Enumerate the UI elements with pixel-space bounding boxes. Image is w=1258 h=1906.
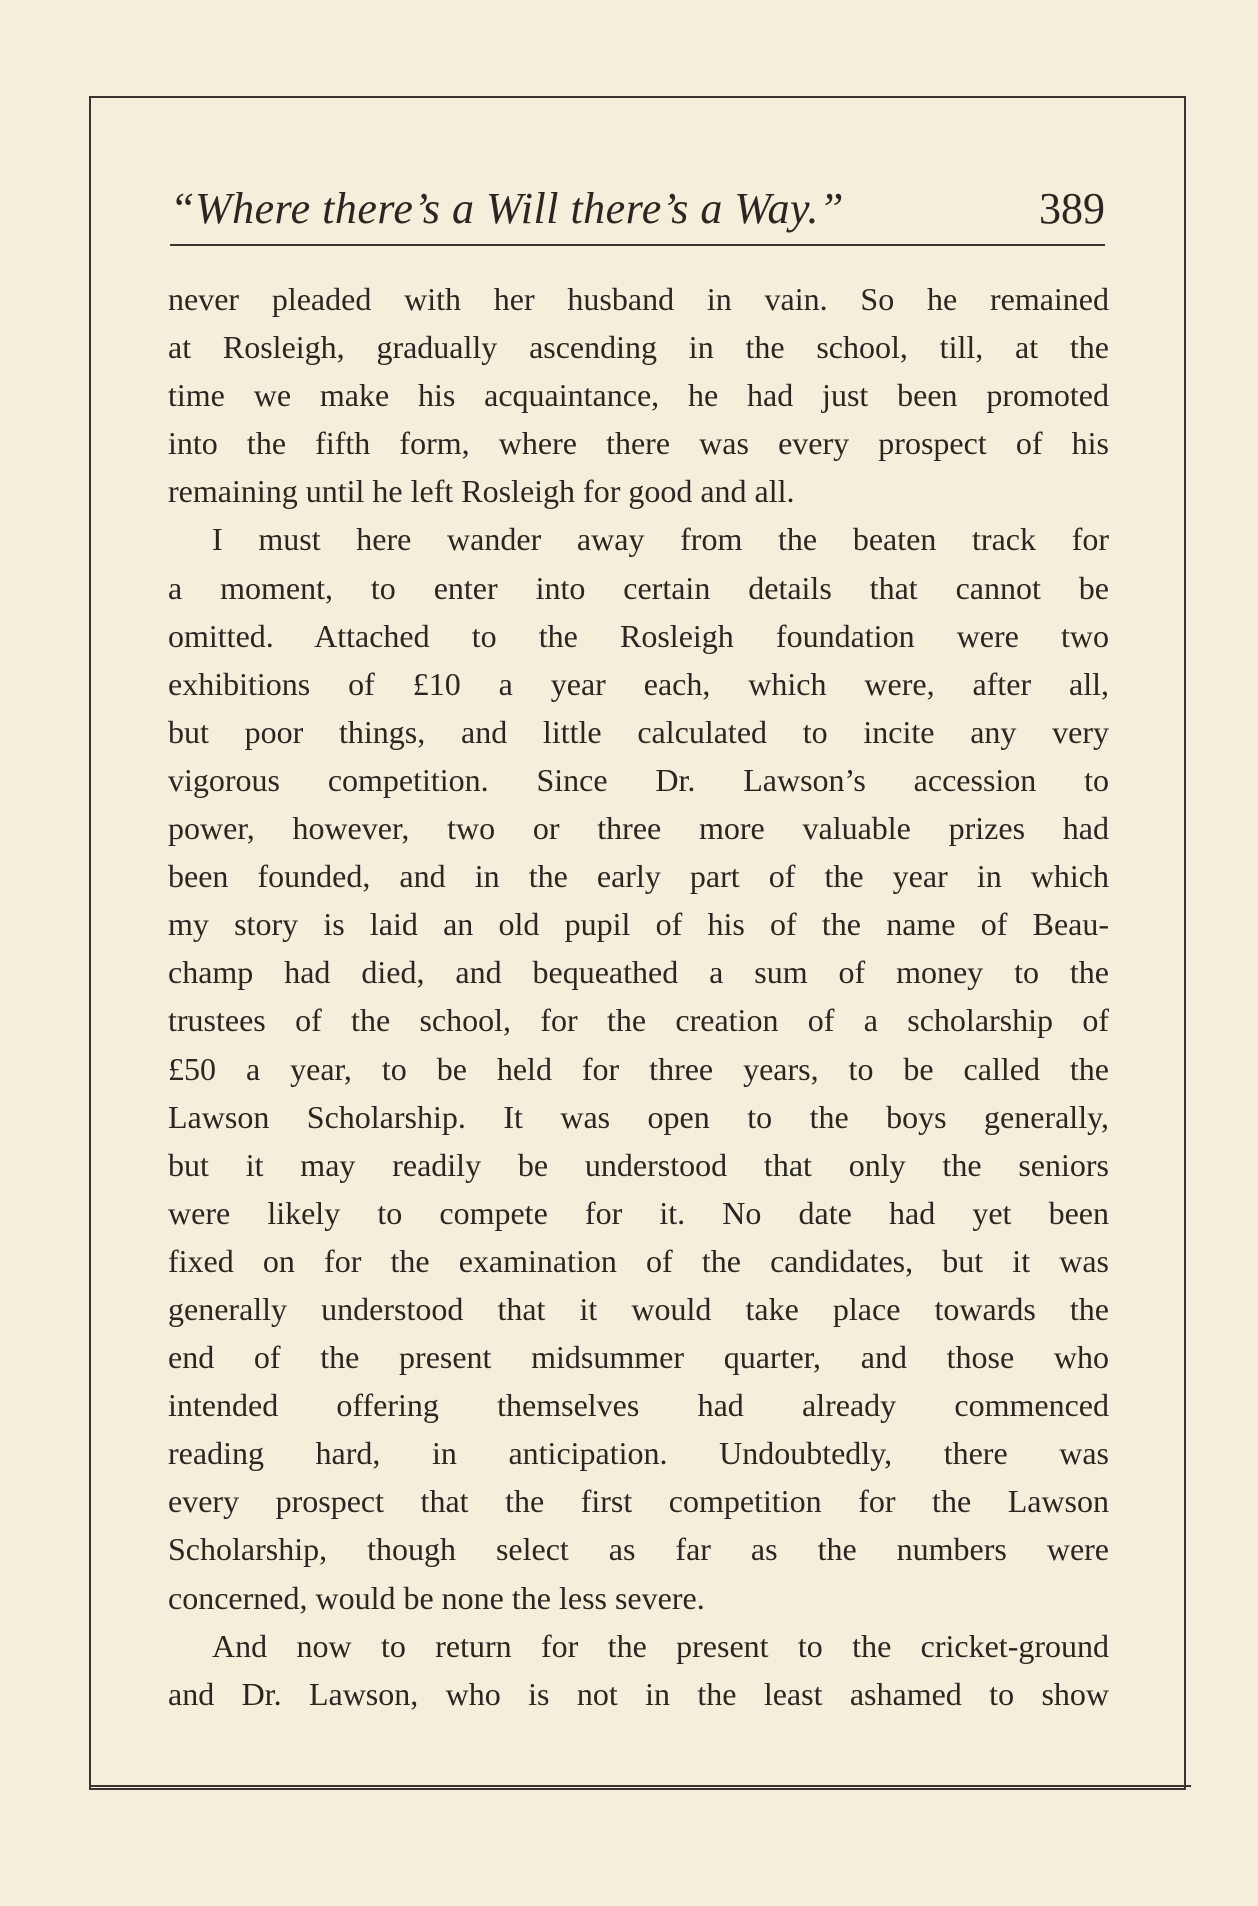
text-line: And now to return for the present to the cricket-ground	[212, 1627, 1109, 1664]
text-line: vigorous competition. Since Dr. Lawson’s accession to	[168, 761, 1109, 798]
text-line: and Dr. Lawson, who is not in the least ashamed to show	[168, 1675, 1109, 1712]
text-line: generally understood that it would take place towards the	[168, 1290, 1109, 1327]
text-line: never pleaded with her husband in vain. So he remained	[168, 281, 1109, 317]
header-rule	[170, 244, 1105, 246]
page-number: 389	[1039, 184, 1105, 233]
text-line: concerned, would be none the less severe.	[168, 1579, 705, 1616]
text-line: but poor things, and little calculated to incite any very	[168, 713, 1109, 750]
text-line: my story is laid an old pupil of his of the name of Beau-	[168, 906, 1109, 943]
text-line: were likely to compete for it. No date had yet been	[168, 1194, 1109, 1231]
text-line: champ had died, and bequeathed a sum of money to the	[168, 954, 1109, 991]
paragraph	[168, 1622, 1109, 1718]
text-line: time we make his acquaintance, he had just been promoted	[168, 377, 1109, 414]
running-header	[170, 168, 1105, 234]
text-line: power, however, two or three more valuable prizes had	[168, 810, 1109, 847]
text-line: Scholarship, though select as far as the numbers were	[168, 1531, 1109, 1568]
text-line: fixed on for the examination of the candidates, but it was	[168, 1242, 1109, 1279]
text-line: been founded, and in the early part of the year in which	[168, 858, 1109, 895]
text-line: intended offering themselves had already commenced	[168, 1387, 1109, 1424]
text-line: omitted. Attached to the Rosleigh foundation were two	[168, 617, 1109, 654]
text-line: end of the present midsummer quarter, and those who	[168, 1339, 1109, 1376]
text-line: reading hard, in anticipation. Undoubtedly, there was	[168, 1435, 1109, 1472]
text-line: remaining until he left Rosleigh for good and all.	[168, 473, 795, 510]
paragraph	[168, 275, 1109, 515]
text-line: every prospect that the first competition for the Lawson	[168, 1483, 1109, 1520]
text-line: a moment, to enter into certain details that cannot be	[168, 569, 1109, 606]
running-title: “Where there’s a Will there’s a Way.”	[170, 184, 845, 233]
text-line: into the fifth form, where there was every prospect of his	[168, 425, 1109, 462]
paragraph	[168, 515, 1109, 1621]
text-line: but it may readily be understood that only the seniors	[168, 1146, 1109, 1183]
text-line: I must here wander away from the beaten track for	[212, 521, 1109, 558]
text-line: exhibitions of £10 a year each, which were, after all,	[168, 665, 1109, 702]
body-text	[168, 275, 1109, 1718]
text-line: trustees of the school, for the creation of a scholarship of	[168, 1002, 1109, 1039]
bottom-rule	[89, 1785, 1191, 1787]
text-line: Lawson Scholarship. It was open to the boys generally,	[168, 1098, 1109, 1135]
text-line: at Rosleigh, gradually ascending in the school, till, at the	[168, 329, 1109, 366]
text-line: £50 a year, to be held for three years, to be called the	[168, 1050, 1109, 1087]
